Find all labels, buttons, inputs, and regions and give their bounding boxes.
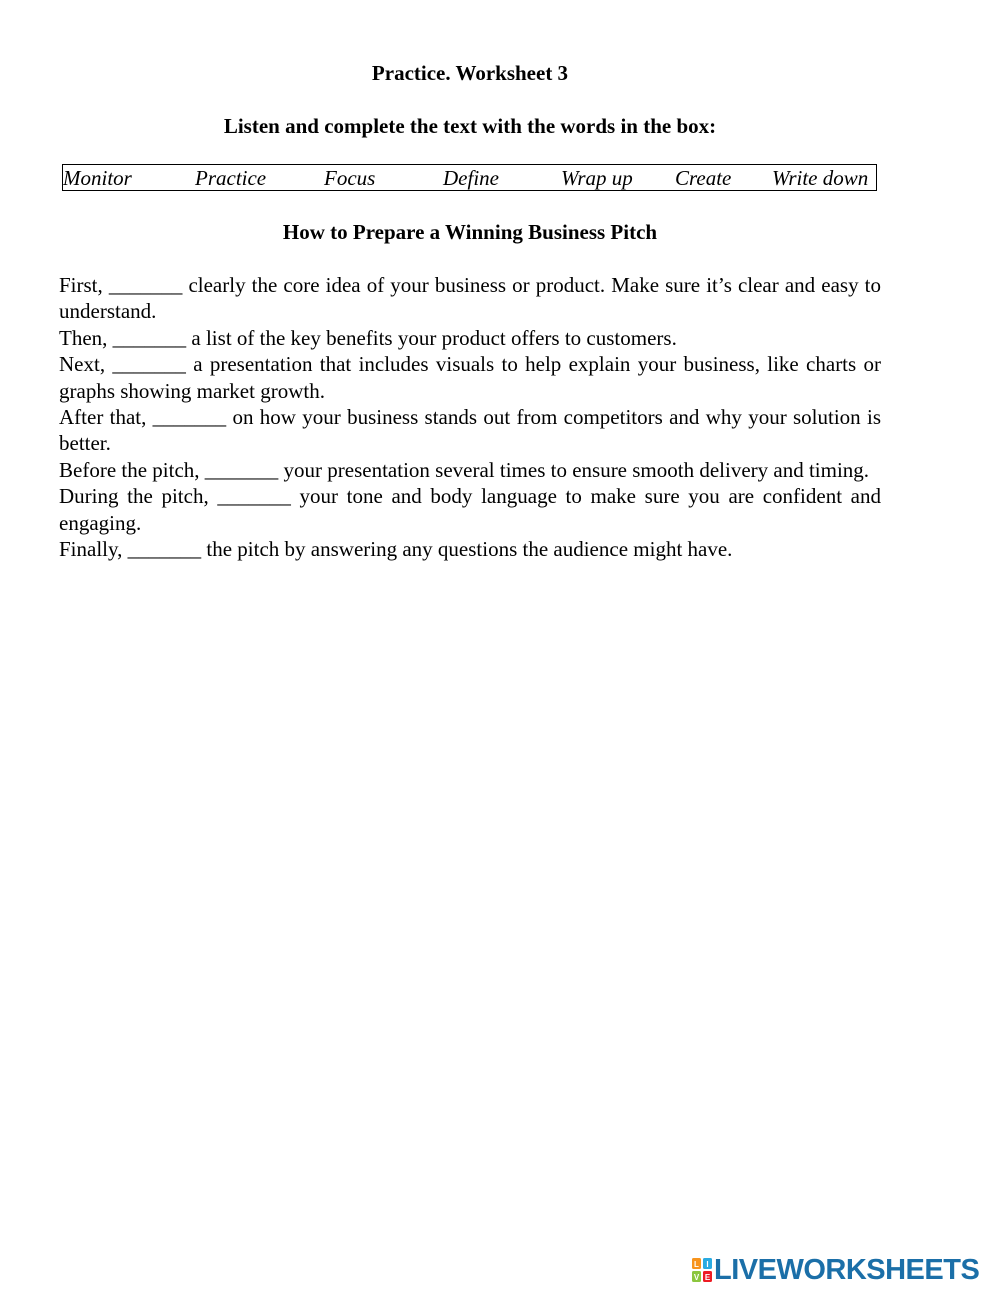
- answer-blank[interactable]: _______: [127, 537, 202, 562]
- sentence-text: First,: [59, 273, 109, 297]
- svg-text:L: L: [694, 1260, 699, 1269]
- passage: [59, 272, 881, 562]
- sentence-text: After that,: [59, 405, 153, 430]
- sentence-6: [59, 483, 881, 536]
- sentence-text: the pitch by answering any questions the audience might have.: [201, 537, 733, 562]
- answer-blank[interactable]: _______: [112, 325, 187, 350]
- sentence-text: Then,: [59, 325, 113, 350]
- sentence-text: a presentation that includes visuals to help explain your business, like charts or graphs showing market growth.: [59, 352, 881, 403]
- answer-blank[interactable]: _______: [112, 352, 186, 377]
- sentence-text: Finally,: [59, 537, 128, 562]
- sentence-text: your tone and body language to make sure you are confident and engaging.: [59, 484, 882, 535]
- worksheet-title: Practice. Worksheet 3: [371, 61, 569, 85]
- word-box-item: Create: [675, 166, 732, 190]
- sentence-2: [59, 325, 881, 351]
- word-box-item: Write down: [772, 166, 869, 190]
- liveworksheets-logo-icon: [692, 1258, 712, 1282]
- answer-blank[interactable]: _______: [108, 273, 183, 297]
- svg-text:I: I: [706, 1260, 709, 1269]
- text-title: How to Prepare a Winning Business Pitch: [282, 220, 658, 244]
- sentence-3: [59, 351, 881, 404]
- sentence-text: on how your business stands out from competitors and why your solution is better.: [59, 405, 882, 456]
- sentence-5: [59, 457, 881, 483]
- sentence-1: [59, 272, 881, 325]
- answer-blank[interactable]: _______: [152, 405, 227, 430]
- sentence-text: your presentation several times to ensure smooth delivery and timing.: [278, 457, 870, 482]
- logo-text: LIVEWORKSHEETS: [714, 1254, 980, 1286]
- answer-blank[interactable]: _______: [217, 484, 291, 509]
- word-box-item: Practice: [195, 166, 267, 190]
- word-box-item: Focus: [324, 166, 376, 190]
- svg-text:V: V: [693, 1273, 700, 1282]
- sentence-text: Before the pitch,: [59, 457, 205, 482]
- answer-blank[interactable]: _______: [204, 457, 279, 482]
- word-box-item: Monitor: [63, 166, 132, 190]
- sentence-text: clearly the core idea of your business or product. Make sure it’s clear and easy to understand.: [59, 273, 881, 324]
- word-box: [62, 164, 877, 191]
- sentence-7: [59, 536, 881, 562]
- svg-text:E: E: [704, 1273, 711, 1282]
- instructions: Listen and complete the text with the words in the box:: [223, 114, 717, 138]
- sentence-text: During the pitch,: [59, 484, 218, 509]
- word-box-item: Define: [443, 166, 499, 190]
- liveworksheets-logo[interactable]: [692, 1255, 979, 1285]
- sentence-text: a list of the key benefits your product offers to customers.: [186, 325, 677, 350]
- word-box-item: Wrap up: [561, 166, 633, 190]
- sentence-4: [59, 404, 881, 457]
- sentence-text: Next,: [59, 352, 113, 377]
